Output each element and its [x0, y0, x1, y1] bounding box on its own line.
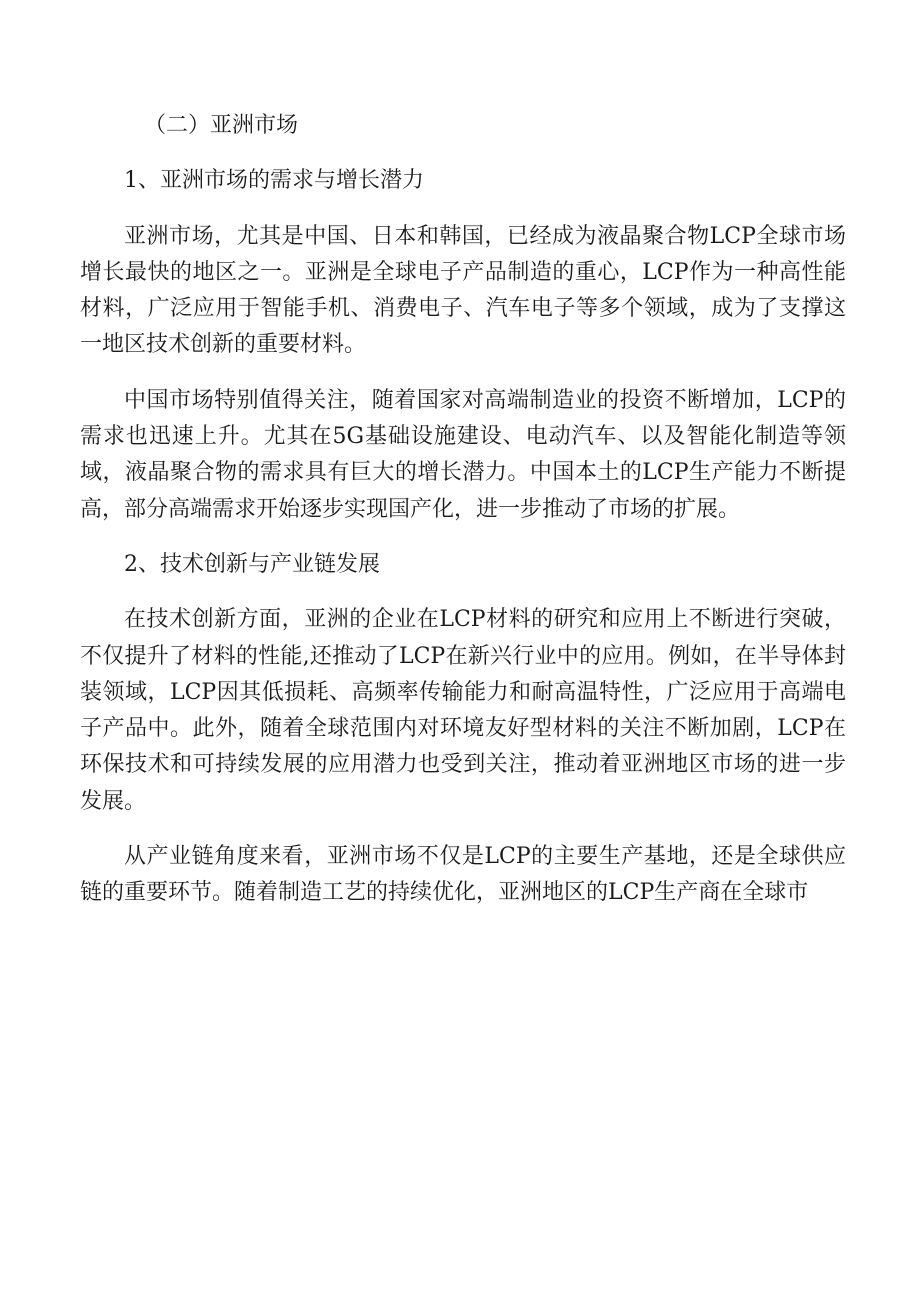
- paragraph-asia-market-overview: 亚洲市场，尤其是中国、日本和韩国，已经成为液晶聚合物LCP全球市场增长最快的地区之一。亚洲是全球电子产品制造的重心，LCP作为一种高性能材料，广泛应用于智能手机、消费电子、汽车电子等多个领域，成为了支撑这一地区技术创新的重要材料。: [80, 223, 846, 358]
- paragraph-china-market: 中国市场特别值得关注，随着国家对高端制造业的投资不断增加，LCP的需求也迅速上升。尤其在5G基础设施建设、电动汽车、以及智能化制造等领域，液晶聚合物的需求具有巨大的增长潜力。中国本土的LCP生产能力不断提高，部分高端需求开始逐步实现国产化，进一步推动了市场的扩展。: [80, 387, 846, 522]
- paragraph-industry-chain: 从产业链角度来看，亚洲市场不仅是LCP的主要生产基地，还是全球供应链的重要环节。随着制造工艺的持续优化，亚洲地区的LCP生产商在全球市: [80, 844, 846, 906]
- section-title: （二）亚洲市场: [144, 113, 299, 138]
- document-body: [80, 108, 846, 931]
- subsection-title-demand-growth: 1、亚洲市场的需求与增长潜力: [124, 168, 424, 194]
- paragraph-technology-innovation: 在技术创新方面，亚洲的企业在LCP材料的研究和应用上不断进行突破，不仅提升了材料的性能,还推动了LCP在新兴行业中的应用。例如，在半导体封装领域，LCP因其低损耗、高频率传输能力和耐高温特性，广泛应用于高端电子产品中。此外，随着全球范围内对环境友好型材料的关注不断加剧，LCP在环保技术和可持续发展的应用潜力也受到关注，推动着亚洲地区市场的进一步发展。: [80, 607, 846, 814]
- subsection-title-innovation-chain: 2、技术创新与产业链发展: [124, 551, 380, 577]
